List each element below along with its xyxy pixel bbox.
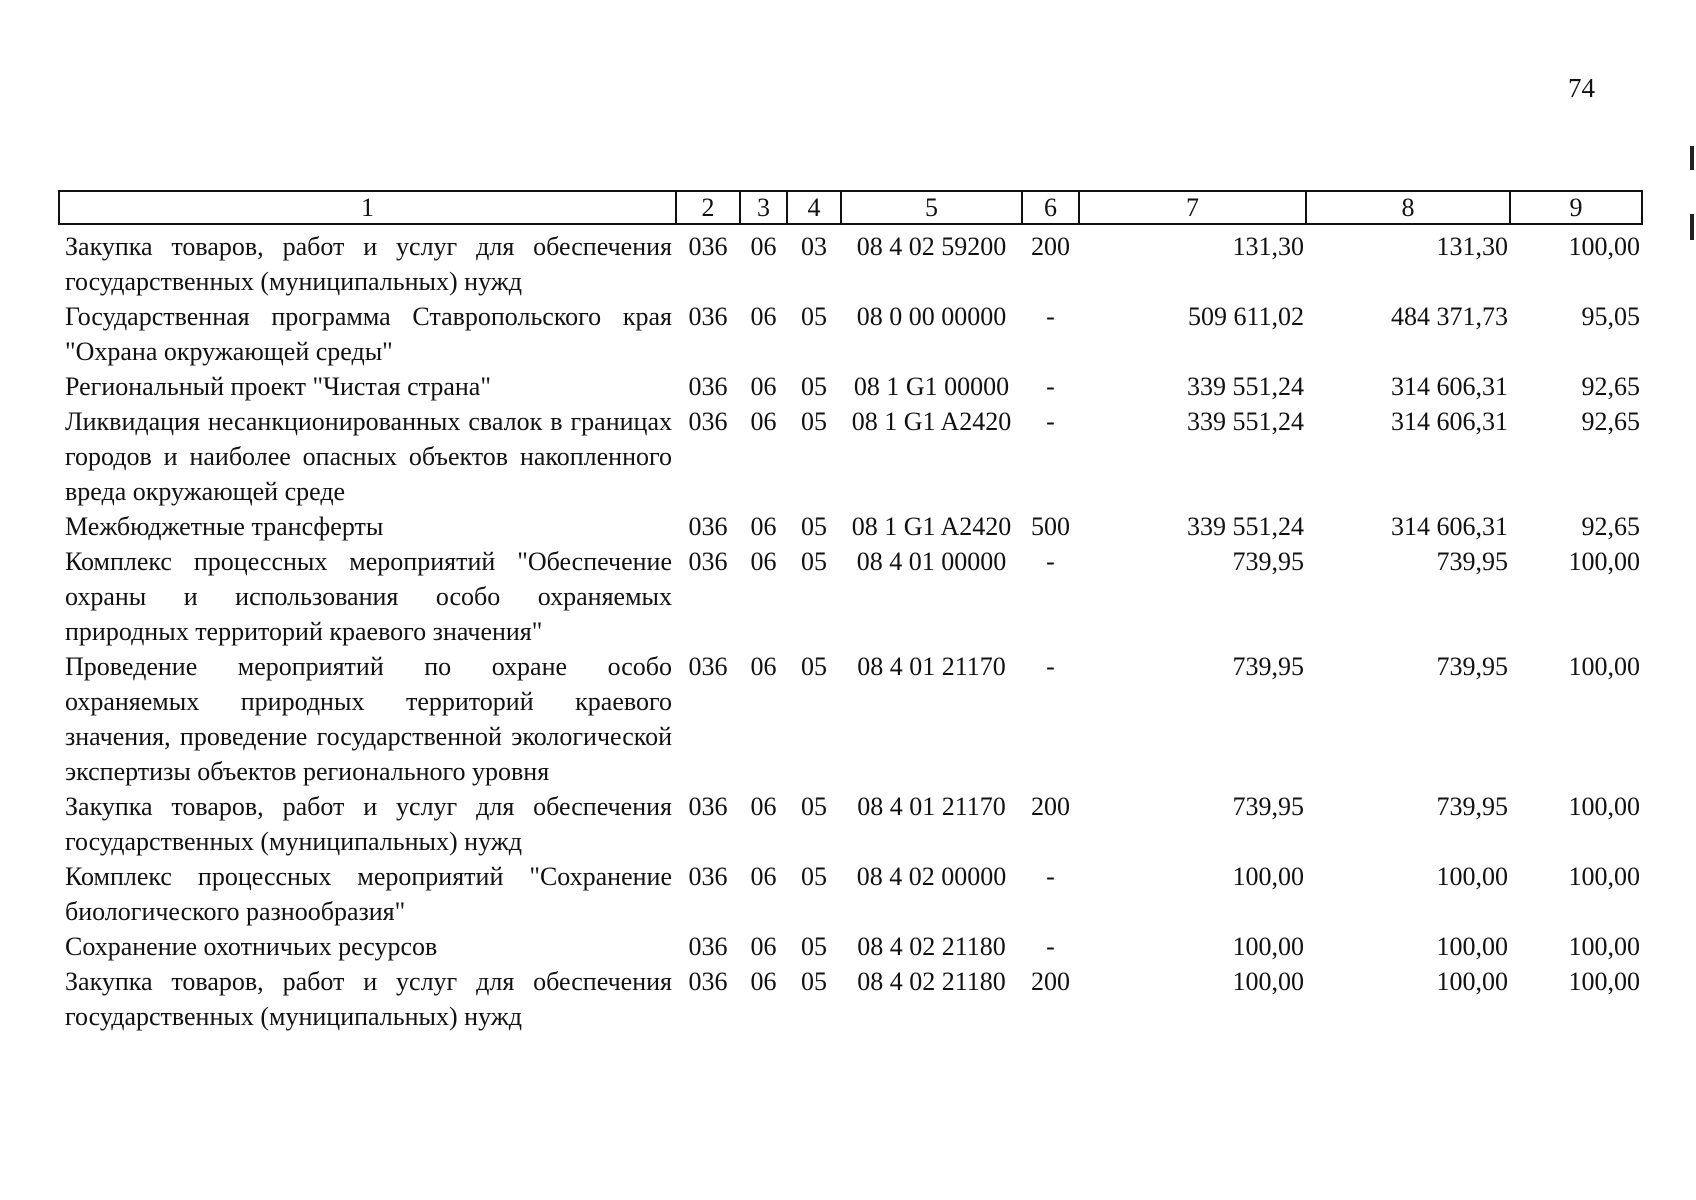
row-code-6-cell: - — [1046, 862, 1055, 891]
row-percent-9-cell: 92,65 — [1581, 407, 1640, 436]
row-amount-7-cell: 509 611,02 — [1187, 302, 1304, 331]
row-name-cell: Закупка товаров, работ и услуг для обеспечения государственных (муниципальных) нужд — [65, 232, 672, 296]
row-code-6-cell: 200 — [1031, 967, 1070, 996]
row-code-6-cell: - — [1046, 652, 1055, 681]
table-row — [59, 299, 1642, 369]
table-row — [59, 369, 1642, 404]
row-code-2-cell: 036 — [688, 792, 728, 821]
row-amount-8-cell: 314 606,31 — [1391, 372, 1508, 401]
header-row — [59, 191, 1642, 224]
column-header: 6 — [1022, 191, 1079, 224]
row-amount-7-cell: 739,95 — [1232, 792, 1304, 821]
row-amount-8-cell: 739,95 — [1436, 652, 1508, 681]
row-percent-9-cell: 95,05 — [1581, 302, 1640, 331]
row-name-cell: Закупка товаров, работ и услуг для обеспечения государственных (муниципальных) нужд — [65, 967, 672, 1031]
row-percent-9-cell: 92,65 — [1581, 512, 1640, 541]
row-code-4-cell: 05 — [801, 792, 827, 821]
row-name-cell: Закупка товаров, работ и услуг для обеспечения государственных (муниципальных) нужд — [65, 792, 672, 856]
row-code-6-cell: - — [1046, 547, 1055, 576]
row-amount-8-cell: 739,95 — [1436, 547, 1508, 576]
row-code-4-cell: 03 — [801, 232, 827, 261]
row-amount-8-cell: 100,00 — [1436, 862, 1508, 891]
column-header: 7 — [1079, 191, 1306, 224]
scan-edge-mark — [1690, 146, 1694, 170]
table-row — [59, 649, 1642, 789]
column-header: 4 — [787, 191, 841, 224]
row-code-4-cell: 05 — [801, 302, 827, 331]
table-row — [59, 929, 1642, 964]
row-code-5-cell: 08 4 01 00000 — [856, 547, 1007, 576]
row-code-5-cell: 08 1 G1 00000 — [853, 372, 1010, 401]
row-name-cell: Государственная программа Ставропольского края "Охрана окружающей среды" — [65, 302, 672, 366]
row-amount-7-cell: 739,95 — [1232, 547, 1304, 576]
row-name-cell: Проведение мероприятий по охране особо охраняемых природных территорий краевого значения, проведение государственной экологической экспертизы объектов регионального уровня — [65, 652, 672, 786]
row-code-2-cell: 036 — [688, 302, 728, 331]
row-amount-8-cell: 314 606,31 — [1391, 512, 1508, 541]
row-amount-8-cell: 100,00 — [1436, 932, 1508, 961]
row-code-5-cell: 08 4 01 21170 — [857, 652, 1006, 681]
row-code-6-cell: - — [1046, 932, 1055, 961]
row-code-3-cell: 06 — [750, 792, 777, 821]
table-body — [59, 224, 1642, 1034]
row-code-3-cell: 06 — [750, 967, 777, 996]
row-name-cell: Комплекс процессных мероприятий "Обеспечение охраны и использования особо охраняемых природных территорий краевого значения" — [65, 547, 672, 646]
row-code-3-cell: 06 — [750, 862, 777, 891]
row-percent-9-cell: 100,00 — [1568, 932, 1640, 961]
table-row — [59, 789, 1642, 859]
row-name-cell: Региональный проект "Чистая страна" — [65, 372, 491, 401]
scan-edge-mark — [1690, 214, 1694, 240]
row-code-2-cell: 036 — [688, 967, 728, 996]
row-code-5-cell: 08 1 G1 A2420 — [851, 512, 1012, 541]
row-code-4-cell: 05 — [801, 547, 827, 576]
row-code-3-cell: 06 — [750, 372, 777, 401]
table-header — [59, 191, 1642, 224]
row-code-3-cell: 06 — [750, 652, 777, 681]
row-code-4-cell: 05 — [801, 407, 827, 436]
row-amount-8-cell: 484 371,73 — [1391, 302, 1508, 331]
row-code-2-cell: 036 — [688, 652, 728, 681]
row-code-6-cell: 200 — [1031, 232, 1070, 261]
row-amount-8-cell: 314 606,31 — [1391, 407, 1508, 436]
row-code-4-cell: 05 — [801, 652, 827, 681]
row-amount-7-cell: 100,00 — [1232, 967, 1304, 996]
page-number: 74 — [1568, 73, 1595, 103]
row-code-4-cell: 05 — [801, 932, 827, 961]
row-name-cell: Сохранение охотничьих ресурсов — [65, 932, 438, 961]
column-header: 2 — [676, 191, 740, 224]
row-code-4-cell: 05 — [801, 862, 827, 891]
table-row — [59, 509, 1642, 544]
row-percent-9-cell: 100,00 — [1568, 862, 1640, 891]
row-percent-9-cell: 100,00 — [1568, 652, 1640, 681]
column-header: 8 — [1306, 191, 1510, 224]
row-amount-7-cell: 100,00 — [1232, 932, 1304, 961]
row-code-6-cell: - — [1046, 372, 1055, 401]
row-code-2-cell: 036 — [688, 547, 728, 576]
row-code-6-cell: 200 — [1031, 792, 1070, 821]
row-code-2-cell: 036 — [688, 232, 728, 261]
row-code-5-cell: 08 4 02 21180 — [857, 967, 1006, 996]
row-percent-9-cell: 100,00 — [1568, 967, 1640, 996]
row-code-5-cell: 08 4 02 21180 — [857, 932, 1006, 961]
column-header: 3 — [740, 191, 787, 224]
row-name-cell: Ликвидация несанкционированных свалок в границах городов и наиболее опасных объектов накопленного вреда окружающей среде — [65, 407, 672, 506]
row-code-5-cell: 08 4 01 21170 — [857, 792, 1006, 821]
row-code-5-cell: 08 0 00 00000 — [856, 302, 1007, 331]
row-code-2-cell: 036 — [688, 407, 728, 436]
row-amount-7-cell: 131,30 — [1232, 232, 1304, 261]
row-code-2-cell: 036 — [688, 862, 728, 891]
row-code-3-cell: 06 — [750, 547, 777, 576]
row-name-cell: Комплекс процессных мероприятий "Сохранение биологического разнообразия" — [65, 862, 672, 926]
row-amount-8-cell: 739,95 — [1436, 792, 1508, 821]
row-code-6-cell: - — [1046, 302, 1055, 331]
column-header: 9 — [1510, 191, 1642, 224]
row-code-3-cell: 06 — [750, 407, 777, 436]
row-amount-7-cell: 339 551,24 — [1187, 512, 1304, 541]
row-percent-9-cell: 100,00 — [1568, 547, 1640, 576]
table-row — [59, 224, 1642, 299]
row-amount-7-cell: 339 551,24 — [1187, 407, 1304, 436]
table-row — [59, 544, 1642, 649]
row-code-3-cell: 06 — [750, 302, 777, 331]
budget-table — [58, 190, 1643, 1034]
row-code-3-cell: 06 — [750, 512, 777, 541]
row-code-4-cell: 05 — [801, 372, 827, 401]
table-row — [59, 404, 1642, 509]
row-code-2-cell: 036 — [688, 932, 728, 961]
row-percent-9-cell: 92,65 — [1581, 372, 1640, 401]
row-code-5-cell: 08 4 02 59200 — [856, 232, 1007, 261]
row-amount-7-cell: 739,95 — [1232, 652, 1304, 681]
row-name-cell: Межбюджетные трансферты — [65, 512, 384, 541]
row-code-3-cell: 06 — [750, 932, 777, 961]
row-code-2-cell: 036 — [688, 512, 728, 541]
row-code-5-cell: 08 1 G1 A2420 — [851, 407, 1012, 436]
row-amount-8-cell: 131,30 — [1436, 232, 1508, 261]
row-code-4-cell: 05 — [801, 512, 827, 541]
row-code-3-cell: 06 — [750, 232, 777, 261]
row-amount-8-cell: 100,00 — [1436, 967, 1508, 996]
column-header: 5 — [841, 191, 1022, 224]
row-percent-9-cell: 100,00 — [1568, 792, 1640, 821]
row-code-4-cell: 05 — [801, 967, 827, 996]
row-code-5-cell: 08 4 02 00000 — [856, 862, 1007, 891]
row-code-6-cell: 500 — [1031, 512, 1070, 541]
row-amount-7-cell: 339 551,24 — [1187, 372, 1304, 401]
row-code-6-cell: - — [1046, 407, 1055, 436]
row-code-2-cell: 036 — [688, 372, 728, 401]
row-percent-9-cell: 100,00 — [1568, 232, 1640, 261]
column-header: 1 — [59, 191, 676, 224]
table-row — [59, 859, 1642, 929]
row-amount-7-cell: 100,00 — [1232, 862, 1304, 891]
table-row — [59, 964, 1642, 1034]
